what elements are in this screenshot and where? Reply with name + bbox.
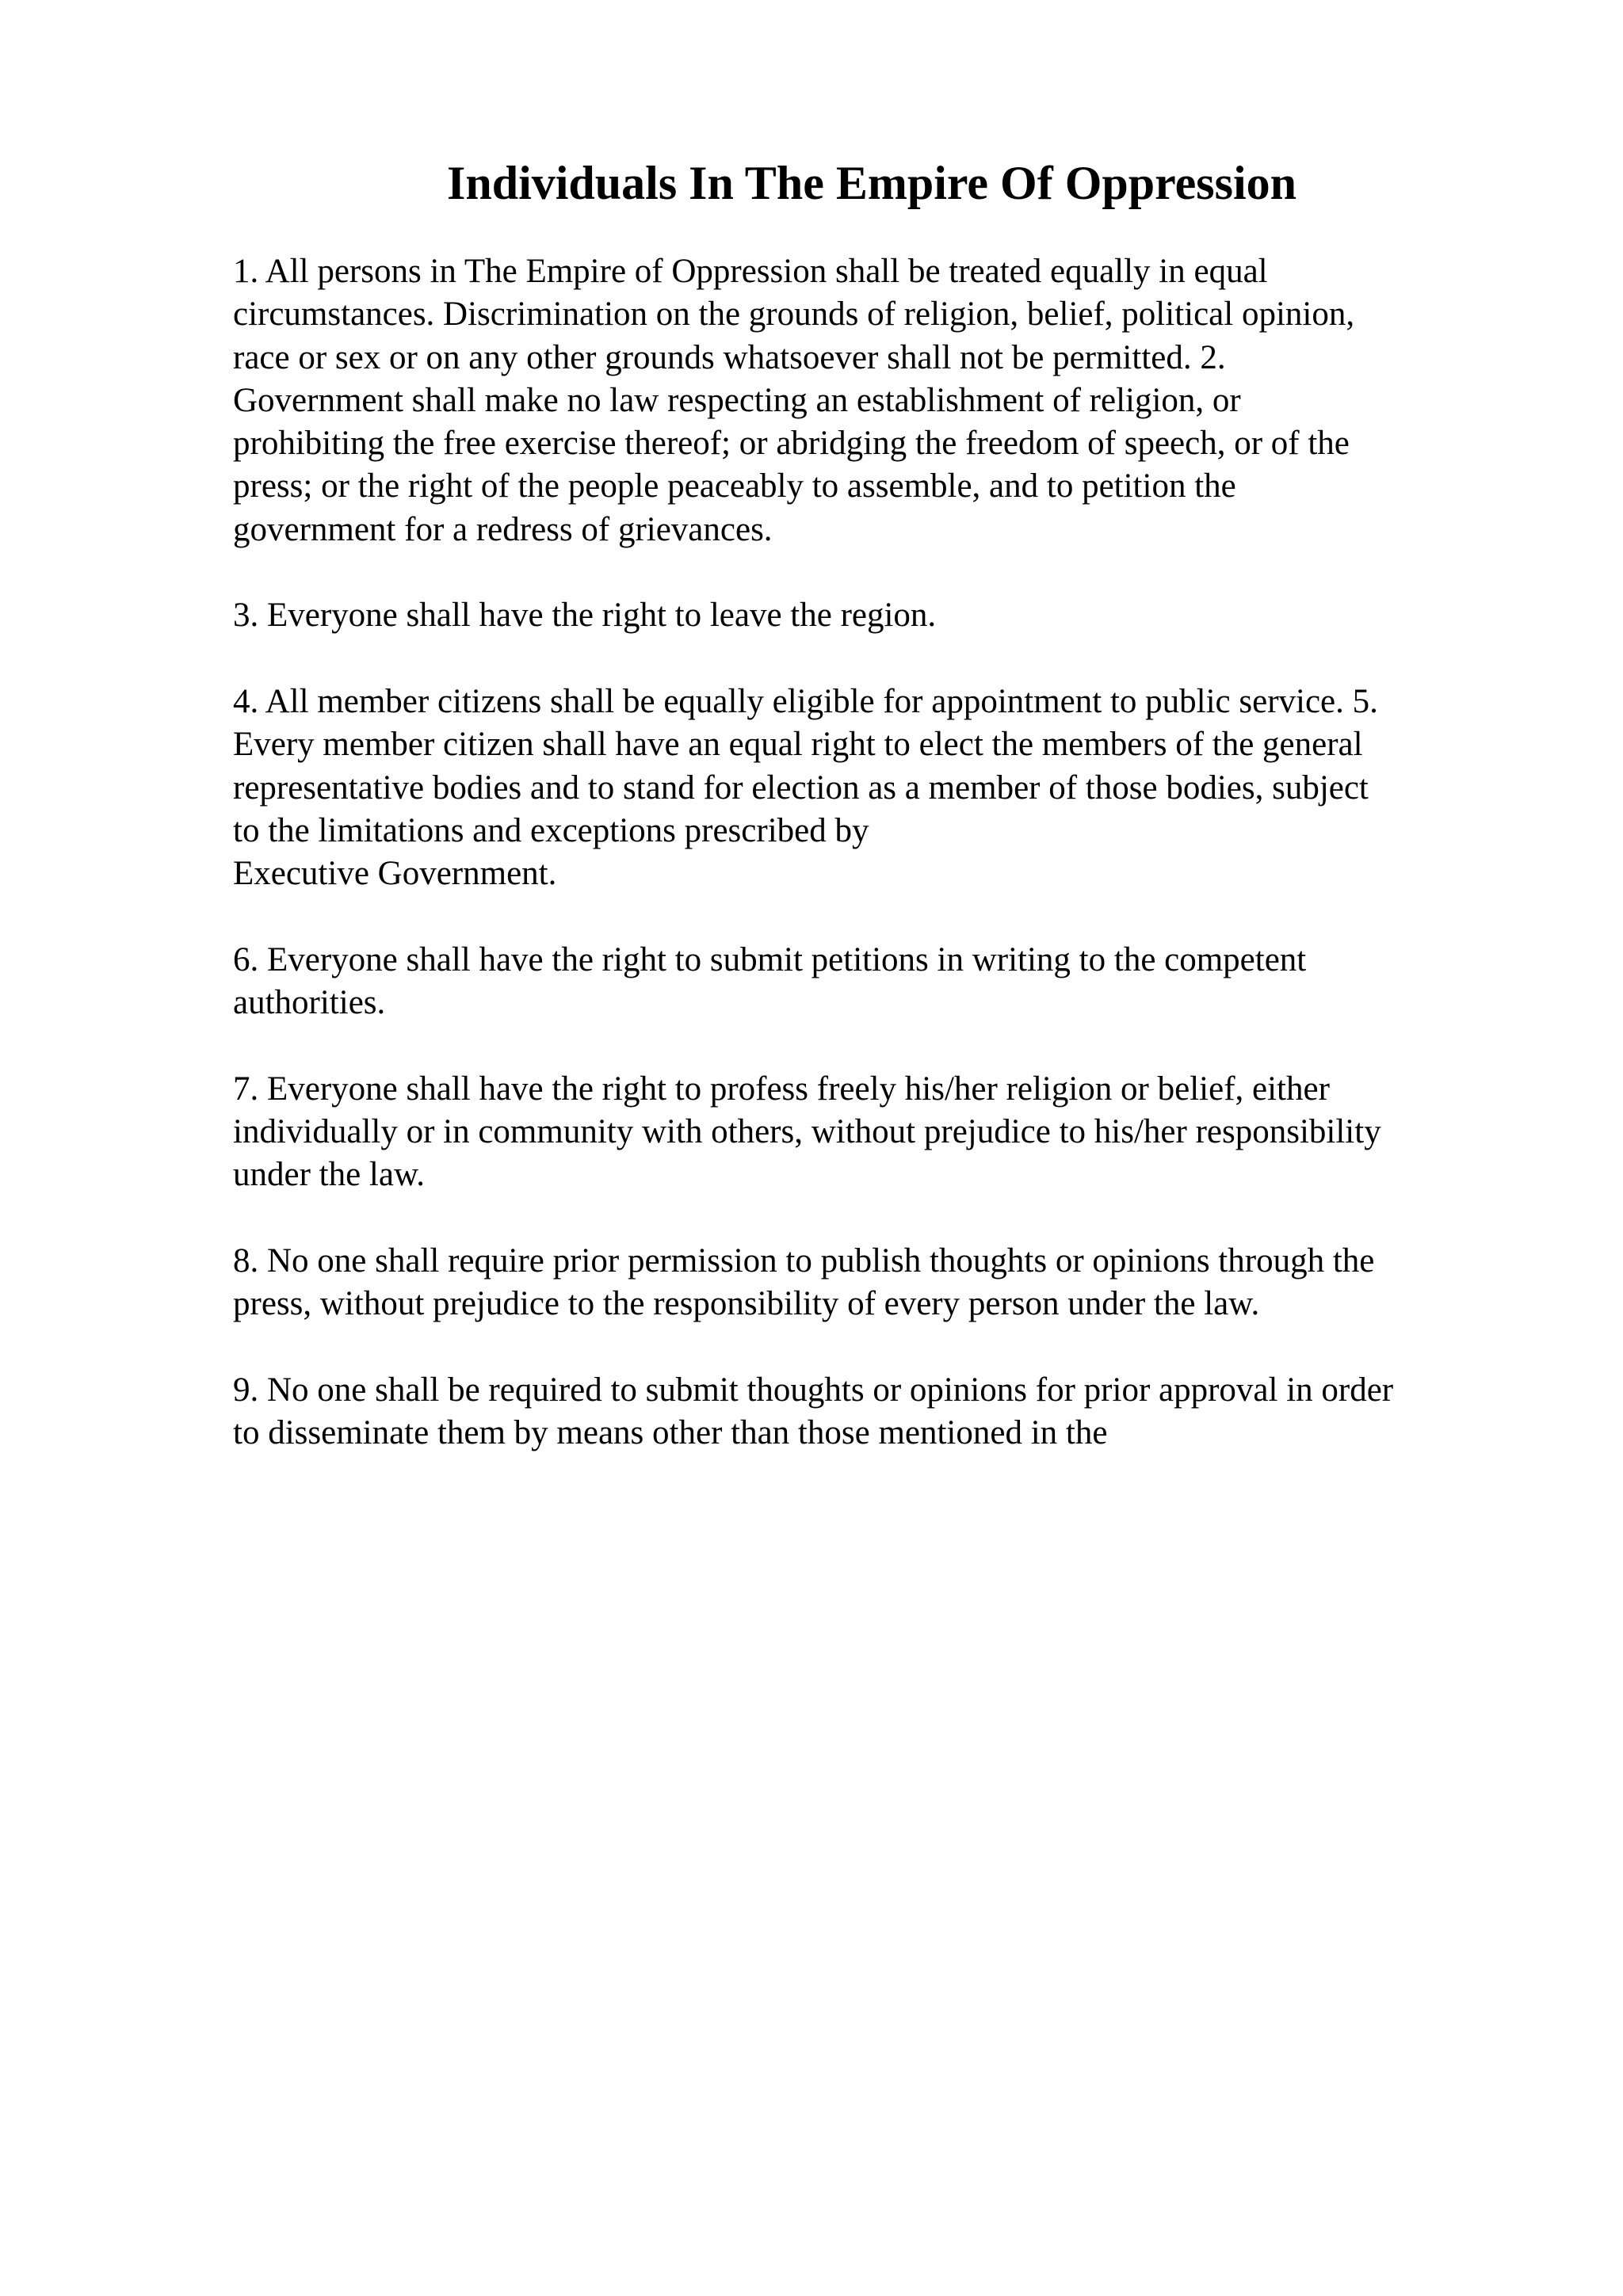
paragraph-5 xyxy=(233,1068,1517,1197)
document-title: Individuals In The Empire Of Oppression xyxy=(446,157,1297,209)
paragraph-1 xyxy=(233,250,1517,551)
text-line: 8. No one shall require prior permission to publish thoughts or opinions through the xyxy=(233,1241,1375,1280)
paragraph-3 xyxy=(233,681,1517,895)
text-line: individually or in community with others, without prejudice to his/her responsibility xyxy=(233,1112,1381,1150)
text-line: prohibiting the free exercise thereof; or abridging the freedom of speech, or of the xyxy=(233,425,1350,463)
text-line: authorities. xyxy=(233,984,386,1022)
paragraph-4 xyxy=(233,939,1517,1025)
text-line: circumstances. Discrimination on the grounds of religion, belief, political opinion, xyxy=(233,296,1355,334)
text-line: press; or the right of the people peaceably to assemble, and to petition the xyxy=(233,467,1236,505)
text-line: representative bodies and to stand for election as a member of those bodies, subject xyxy=(233,769,1369,807)
text-line: race or sex or on any other grounds whatsoever shall not be permitted. 2. xyxy=(233,338,1226,376)
text-line: 4. All member citizens shall be equally eligible for appointment to public service. 5. xyxy=(233,682,1378,720)
paragraph-7 xyxy=(233,1369,1517,1455)
text-line: 9. No one shall be required to submit thoughts or opinions for prior approval in order xyxy=(233,1371,1394,1409)
text-line: under the law. xyxy=(233,1156,425,1194)
text-line: 6. Everyone shall have the right to submit petitions in writing to the competent xyxy=(233,940,1307,978)
text-line: to the limitations and exceptions prescribed by xyxy=(233,811,869,849)
text-line: Every member citizen shall have an equal right to elect the members of the general xyxy=(233,726,1363,764)
document-body xyxy=(233,250,1517,1498)
text-line: press, without prejudice to the responsibility of every person under the law. xyxy=(233,1285,1260,1323)
text-line: 7. Everyone shall have the right to profess freely his/her religion or belief, either xyxy=(233,1070,1330,1108)
text-line: 3. Everyone shall have the right to leave the region. xyxy=(233,597,937,635)
text-line: Government shall make no law respecting an establishment of religion, or xyxy=(233,381,1241,419)
text-line: 1. All persons in The Empire of Oppression shall be treated equally in equal xyxy=(233,253,1268,290)
text-line: to disseminate them by means other than those mentioned in the xyxy=(233,1414,1108,1452)
text-line: Executive Government. xyxy=(233,855,557,893)
paragraph-6 xyxy=(233,1240,1517,1326)
paragraph-2 xyxy=(233,594,1517,637)
text-line: government for a redress of grievances. xyxy=(233,510,773,548)
